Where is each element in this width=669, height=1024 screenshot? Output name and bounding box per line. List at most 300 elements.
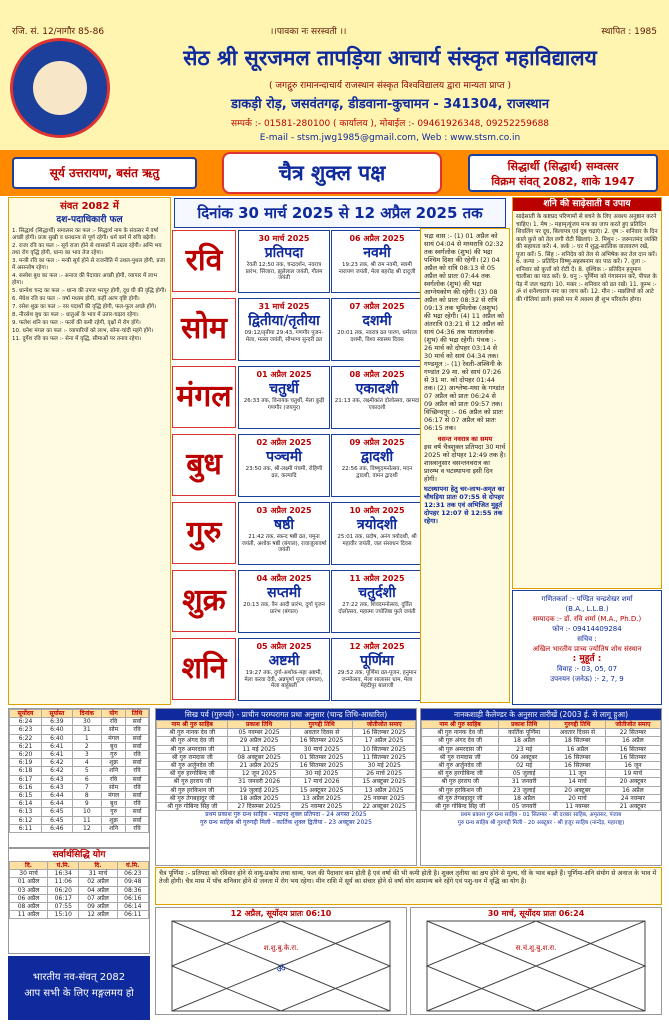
tithi-desc: 21:42 तक, स्कन्द षष्ठी व्रत, यमुना जयंती, अशोक षष्ठी (बंगाल), रावाजुलावर्षा जयंती bbox=[241, 534, 327, 553]
table-cell: 31 bbox=[72, 726, 101, 734]
table-cell: श्री गुरु रामदास जी bbox=[422, 753, 499, 761]
tithi-cell bbox=[331, 366, 423, 429]
table-cell: 06:20 bbox=[48, 886, 79, 894]
table-row bbox=[10, 878, 149, 886]
table-cell: श्री गुरु तेगबहादुर जी bbox=[422, 794, 499, 802]
address: डाकड़ी रोड़, जसवंतगढ़, डीडवाना-कुचामन - 341304, राजस्थान bbox=[230, 97, 550, 112]
table-cell: 02 अप्रैल bbox=[79, 878, 117, 886]
table-cell: मंगल bbox=[102, 792, 126, 800]
table-cell: 6:41 bbox=[42, 742, 73, 750]
table-cell: 16 जून bbox=[605, 762, 660, 770]
editor: सम्पादक :- डॉ. रवि शर्मा (M.A., Ph.D.) bbox=[532, 615, 642, 623]
tithi-name: नवमी bbox=[363, 245, 391, 261]
table-cell: 30 मई 2025 bbox=[290, 770, 353, 778]
table-cell: श्री गुरु अमरदास जी bbox=[157, 745, 228, 753]
table-cell: शनि bbox=[102, 824, 126, 832]
table-cell: 9 bbox=[72, 800, 101, 808]
table-cell: 06:14 bbox=[117, 903, 148, 911]
table-row bbox=[157, 803, 416, 811]
table-cell: 16 अप्रैल bbox=[605, 786, 660, 794]
table-cell: 15 अक्टूबर 2025 bbox=[290, 786, 353, 794]
tithi-cell bbox=[238, 434, 330, 497]
table-cell: 10 सितम्बर 2025 bbox=[353, 745, 416, 753]
institute: अखिल भारतीय प्राच्य ज्योतिष शोध संस्थान bbox=[532, 645, 642, 653]
table-cell: सर्वा bbox=[126, 816, 149, 824]
upanayan: उपनयन (जनेऊ) :- 2, 7, 9 bbox=[550, 675, 624, 683]
table-cell: 06:23 bbox=[117, 870, 148, 878]
table-cell: रवि bbox=[102, 718, 126, 726]
table-cell: 6:40 bbox=[42, 734, 73, 742]
shani-text: साढ़ेसाती के कष्टप्रद परिणामों से बचने के लिए अवश्य अनुष्ठान करने चाहिए। 1. मेष :- महामृत्युंजय मन्त्र का जाप करते हुए प्रतिदिन शिवलिंग पर दूध, बिल्वपत्र एवं दूब चढ़ाएं। 2. वृष :- शनिवार के दिन काले कुत्ते को तेल लगी रोटी खिलाएं। 3. मिथुन :- जरूरतमंद व्यक्ति की सहायता करें। 4. कर्क :- घर में शुद्ध-सात्विक वातावरण रखें, पूजा करें। 5. सिंह :- शनिदेव को तेल से अभिषेक कर तेल दान करें। 6. कन्या :- प्रतिदिन विष्णु-सहस्त्रनाम का पाठ करें। 7. तुला :- शनिवार को कुत्तों को रोटी दें। 8. वृश्चिक :- प्रतिदिन हनुमान चालीसा का पाठ करें। 9. धनु :- पूर्णिमा को गंगास्नान करें, पीपल के पेड़ में जल चढ़ाएं। 10. मकर :- शनिवार को व्रत रखें। 11. कुम्भ :- ॐ शं शनैश्चराय नमः का जाप करें। 12. मीन :- मछलियों को आटे की गोलियां डालें। इससे मन में अवश्य ही शुभ परिवर्तन होगा। bbox=[516, 214, 658, 303]
table-cell: 6:20 bbox=[10, 751, 42, 759]
table-cell: 05 नवम्बर 2025 bbox=[228, 729, 290, 737]
date-range: दिनांक 30 मार्च 2025 से 12 अप्रैल 2025 तक bbox=[174, 198, 506, 228]
college-title: सेठ श्री सूरजमल तापड़िया आचार्य संस्कृत महाविद्यालय bbox=[183, 46, 597, 70]
sun-season: सूर्य उत्तरायण, बसंत ऋतु bbox=[12, 157, 197, 189]
table-row bbox=[10, 792, 149, 800]
table-cell: 6:39 bbox=[42, 718, 73, 726]
table-row bbox=[157, 737, 416, 745]
table-cell: 16 सितम्बर 2025 bbox=[290, 762, 353, 770]
table-cell: 6:12 bbox=[10, 816, 42, 824]
table-cell: 30 bbox=[72, 718, 101, 726]
samvat-para: 7. रसेश शुक्र का फल :- रस पदार्थों की वृद्धि होगी, फल-फूल अच्छे होंगे। bbox=[12, 304, 157, 310]
tithi-name: दशमी bbox=[362, 313, 392, 329]
motto: ।।पावका नः सरस्वती ।। bbox=[270, 27, 347, 37]
table-cell: 08 अप्रैल bbox=[10, 903, 48, 911]
table-row bbox=[10, 734, 149, 742]
day-0: रवि bbox=[172, 230, 236, 292]
paksha-title: चैत्र शुक्ल पक्ष bbox=[222, 152, 442, 194]
table-cell: 18 अप्रैल bbox=[499, 794, 550, 802]
table-cell: 15 अक्टूबर 2025 bbox=[353, 778, 416, 786]
table-cell: 3 bbox=[72, 751, 101, 759]
table-row bbox=[422, 745, 661, 753]
samvat-heading: संवत 2082 में bbox=[60, 201, 119, 212]
table-row bbox=[10, 800, 149, 808]
calc-degree: (B.A., L.L.B.) bbox=[565, 605, 609, 613]
tithi-name: द्वितीया/तृतीया bbox=[248, 313, 320, 329]
table-cell: 6:16 bbox=[10, 783, 42, 791]
table-cell: 6:45 bbox=[42, 816, 73, 824]
table-cell: 24 नवम्बर bbox=[605, 794, 660, 802]
tithi-cell bbox=[331, 230, 423, 293]
table-cell: 6:18 bbox=[10, 767, 42, 775]
table-cell: 09:48 bbox=[117, 878, 148, 886]
table-cell: 16 सितम्बर bbox=[605, 753, 660, 761]
table-cell: 20 मार्च bbox=[550, 794, 606, 802]
kundali-1-om: ॐ bbox=[276, 964, 286, 975]
kundali-12-april bbox=[155, 907, 407, 1015]
table-row bbox=[10, 870, 149, 878]
sikh-traditional-table bbox=[155, 708, 417, 866]
table-header: नाम श्री गुरु साहिब bbox=[157, 721, 228, 729]
table-cell: 16 अप्रैल bbox=[550, 745, 606, 753]
tithi-desc: 26:33 तक, विनायक चतुर्थी, मेला कुड़ी गणगौर (जयपुर) bbox=[243, 398, 325, 411]
tithi-name: पञ्चमी bbox=[266, 449, 302, 465]
table-cell: श्री गुरु हरराय जी bbox=[422, 778, 499, 786]
table-header: प्रकाश तिथि bbox=[228, 721, 290, 729]
table-cell: रवि bbox=[126, 783, 149, 791]
table-row bbox=[10, 824, 149, 832]
table-row bbox=[10, 911, 149, 919]
table-cell: 29 अप्रैल 2025 bbox=[228, 737, 290, 745]
table-cell: शुक्र bbox=[102, 816, 126, 824]
table-cell: श्री गुरु गोबिन्द सिंह जी bbox=[157, 803, 228, 811]
table-cell: 7 bbox=[72, 783, 101, 791]
table-cell: रवि bbox=[126, 800, 149, 808]
vasant-heading: वसन्त नवरात्र का समय bbox=[437, 435, 493, 443]
table-cell: सोम bbox=[102, 783, 126, 791]
purnima-note: चैत्र पूर्णिमा :- प्रतिपदा को रविवार होने से वायु-प्रकोप तथा धान्य, फल की पैदावार कम होती है एवं वर्षा की भी कमी होती है। शुक्ल तृतीया का क्षय होने से मूल्य, घी के भाव बढ़ते हैं। पूर्णिमा-शनि संयोग से अनाज के भाव में तेजी होगी। चैत्र मास में पाँच शनिवार होने से जनता में रोग भय रहेगा। मीन राशि में सूर्य का संचार होने से वर्षा योग सामान्य बने रहेंगे एवं पशु-धन में वृद्धि का योग है। bbox=[155, 867, 662, 905]
table-cell: 16 सितम्बर bbox=[550, 762, 606, 770]
tithi-date: 12 अप्रैल 2025 bbox=[349, 642, 405, 651]
table-row bbox=[157, 753, 416, 761]
table-row bbox=[10, 775, 149, 783]
table-cell: 2 bbox=[72, 742, 101, 750]
table-cell: 31 जनवरी bbox=[499, 778, 550, 786]
bhadra-text: भद्रा वास :- (1) 01 अप्रैल को सायं 04:04 से मध्यरात्रि 02:32 तक स्वर्गलोक (शुभ) की भद्रा पश्चिम दिशा की रहेगी। (2) 04 अप्रैल को रात्रि 08:13 से 05 अप्रैल को प्रातः 07:44 तक स्वर्गलोक (शुभ) की भद्रा आग्नेयकोण की रहेगी। (3) 08 अप्रैल को प्रातः 08:32 से रात्रि 09:13 तक भूमिलोक (अशुभ) की भद्रा रहेगी। (4) 11 अप्रैल को अंतरात्रि 03:21 से 12 अप्रैल को सायं 04:36 तक पाताललोक (शुभ) की भद्रा रहेगी। पंचक :- 26 मार्च को दोपहर 03:14 से 30 मार्च को सायं 04:34 तक। गण्डमूल :- (1) रेवती-अश्विनी के गण्डांत 29 मा. को सायं 07:26 से 31 मा. को दोपहर 01:44 तक। (2) आश्लेषा-मघा के गण्डांत 07 अप्रैल को प्रातः 06:24 से 09 अप्रैल को प्रातः 09:57 तक। विच्छिन्दपुर :- 06 अप्रैल को प्रातः 06:17 से 07 अप्रैल को प्रातः 06:15 तक। bbox=[424, 232, 505, 432]
table-row bbox=[157, 786, 416, 794]
table-header: दि. bbox=[10, 862, 48, 870]
table-cell: 04 अप्रैल bbox=[79, 886, 117, 894]
table-row bbox=[422, 794, 661, 802]
kundali-2-chart bbox=[426, 920, 646, 1012]
tithi-date: 08 अप्रैल 2025 bbox=[349, 370, 405, 379]
table-cell: 4 bbox=[72, 759, 101, 767]
table-row bbox=[157, 729, 416, 737]
table-cell: 30 मार्च 2025 bbox=[290, 745, 353, 753]
table-header: सूर्यास्त bbox=[42, 710, 73, 718]
table-cell: सर्वा bbox=[126, 775, 149, 783]
table-row bbox=[422, 778, 661, 786]
table-cell: रवि bbox=[102, 775, 126, 783]
shani-heading: शनि की साढ़ेसाती व उपाय bbox=[513, 198, 661, 211]
table-cell: 6:17 bbox=[10, 775, 42, 783]
table-cell: 21 अप्रैल 2025 bbox=[228, 762, 290, 770]
table-header: तिथि bbox=[126, 710, 149, 718]
table-cell: शनि bbox=[102, 767, 126, 775]
table-header: दिनांक bbox=[72, 710, 101, 718]
table-row bbox=[10, 886, 149, 894]
table-cell: रवि bbox=[126, 767, 149, 775]
sarvarthasiddhi-yog bbox=[8, 848, 150, 954]
table-cell: श्री गुरु अमरदास जी bbox=[422, 745, 499, 753]
table-cell: 08 अक्टूबर 2025 bbox=[228, 753, 290, 761]
table-header: गुरगद्दी तिथि bbox=[550, 721, 606, 729]
tithi-desc: रेवती 12:50 तक, चन्द्रदर्शन, नवरात्र प्रारंभ, सिंजारा, झूलेलाल जयंती, गौतम जयंती bbox=[245, 262, 323, 281]
registration-number: रजि. सं. 12/नागौर 85-86 bbox=[12, 27, 105, 37]
nanak-table-title: नानकशाही कैलेण्डर के अनुसार तारीखें (2003 ई. से लागू हुआ) bbox=[421, 709, 661, 720]
tithi-date: 03 अप्रैल 2025 bbox=[256, 506, 312, 515]
table-cell: 11 सितम्बर 2025 bbox=[353, 753, 416, 761]
table-cell: श्री गुरु तेगबहादुर जी bbox=[157, 794, 228, 802]
table-cell: 09 अप्रैल bbox=[79, 903, 117, 911]
table-cell: 6:42 bbox=[42, 767, 73, 775]
table-cell: 17 मार्च 2026 bbox=[290, 778, 353, 786]
samvat-para: 11. दुर्गेश रवि का फल :- सेना में वृद्धि, सीमाओं पर तनाव रहेगा। bbox=[12, 336, 142, 342]
samvat-para: 8. नीरसेश बुध का फल :- धातुओं के भाव में उतार-चढ़ाव रहेगा। bbox=[12, 312, 139, 318]
table-row bbox=[422, 762, 661, 770]
table-cell: सर्वा bbox=[126, 742, 149, 750]
table-row bbox=[10, 894, 149, 902]
table-cell: 11 नवम्बर bbox=[550, 803, 606, 811]
table-header: घं.मि. bbox=[117, 862, 148, 870]
table-cell: अवतार दिवस से bbox=[550, 729, 606, 737]
vasant-text: इस वर्ष चैत्रशुक्ल प्रतिपदा 30 मार्च 2025 को दोपहर 12:49 तक है। शास्त्रानुसार वसन्तनवरात्र का प्रारम्भ व घटस्थापना इसी दिन होगी। bbox=[424, 443, 506, 483]
table-row bbox=[157, 794, 416, 802]
table-row bbox=[157, 778, 416, 786]
table-row bbox=[10, 726, 149, 734]
samvat-para: 1. सिद्धार्थ (सिद्धार्थी) सम्वत्सर का फल :- सिद्धार्थ नाम के संवत्सर में वर्षा अच्छी होगी। प्रजा सुखी व धनधान्य से पूर्ण रहेगी। धर्म कर्म में रुचि बढ़ेगी। bbox=[12, 228, 159, 241]
tithi-date: 01 अप्रैल 2025 bbox=[256, 370, 312, 379]
sunrise-table bbox=[8, 708, 150, 848]
table-header: जोतीजोत समाए bbox=[353, 721, 416, 729]
samvat-results bbox=[8, 197, 171, 705]
table-cell: 26 मार्च 2025 bbox=[353, 770, 416, 778]
table-cell: 6:45 bbox=[42, 808, 73, 816]
table-header: घं.मि. bbox=[48, 862, 79, 870]
secretary: सचिव : bbox=[577, 635, 597, 643]
table-cell: 14 मार्च bbox=[550, 778, 606, 786]
table-row bbox=[422, 770, 661, 778]
tithi-date: 07 अप्रैल 2025 bbox=[349, 302, 405, 311]
editor-box bbox=[512, 590, 662, 705]
samvat-para: 4. सस्येश बुध का फल :- अनाज की पैदावार अच्छी होगी, व्यापार में लाभ होगा। bbox=[12, 273, 158, 286]
table-cell: 27 दिसम्बर 2025 bbox=[228, 803, 290, 811]
table-cell: 16 अप्रैल bbox=[605, 737, 660, 745]
tithi-date: 11 अप्रैल 2025 bbox=[349, 574, 405, 583]
tithi-cell bbox=[331, 570, 423, 633]
table-cell: 01 सितम्बर 2025 bbox=[290, 753, 353, 761]
nanakshahi-table bbox=[420, 708, 662, 866]
table-cell: 19 मार्च bbox=[605, 770, 660, 778]
table-cell: 03 अप्रैल bbox=[10, 886, 48, 894]
table-row bbox=[10, 903, 149, 911]
table-cell: श्री गुरु हरकिशन जी bbox=[422, 786, 499, 794]
table-cell: 5 bbox=[72, 767, 101, 775]
tithi-name: षष्ठी bbox=[274, 517, 294, 533]
tithi-cell bbox=[331, 434, 423, 497]
table-cell: 6:14 bbox=[10, 800, 42, 808]
table-cell: शुक्र bbox=[102, 759, 126, 767]
table-cell: 11 जून bbox=[550, 770, 606, 778]
table-cell: 6:43 bbox=[42, 783, 73, 791]
table-header: नाम श्री गुरु साहिब bbox=[422, 721, 499, 729]
table-cell: 11 मई 2025 bbox=[228, 745, 290, 753]
table-row bbox=[422, 729, 661, 737]
table-cell: 20 अक्टूबर bbox=[605, 778, 660, 786]
table-cell: 16 सितम्बर bbox=[550, 753, 606, 761]
table-cell: 06:16 bbox=[117, 894, 148, 902]
day-5: शुक्र bbox=[172, 570, 236, 632]
tithi-desc: 20:01 तक, नवरात्र व्रत पारण, धर्मराज दशमी, विश्व स्वास्थ्य दिवस bbox=[337, 330, 417, 343]
table-cell: कार्तिक पूर्णिमा bbox=[499, 729, 550, 737]
table-cell: 25 नवम्बर 2025 bbox=[353, 794, 416, 802]
table-cell: 25 नवम्बर 2025 bbox=[290, 803, 353, 811]
tithi-desc: 23:50 तक, श्री-लक्ष्मी पंचमी, रोहिणी व्रत, कल्पादि bbox=[245, 466, 323, 479]
table-cell: 6:44 bbox=[42, 792, 73, 800]
samvat-para: 5. धान्येश चन्द्र का फल :- धान्य की उपज भरपूर होगी, दूध घी की वृद्धि होगी। bbox=[12, 288, 167, 294]
table-cell: 6:41 bbox=[42, 751, 73, 759]
table-row bbox=[10, 759, 149, 767]
table-row bbox=[10, 808, 149, 816]
table-cell: 30 मार्च bbox=[10, 870, 48, 878]
table-header: गुरगद्दी तिथि bbox=[290, 721, 353, 729]
tithi-desc: 09:12/तृतीया 29:43, गणगौर पूजन-मेला, मत्स्य जयंती, सौभाग्य सुन्दरी व्रत bbox=[244, 330, 324, 343]
table-cell: 18 अप्रैल bbox=[499, 737, 550, 745]
table-row bbox=[10, 783, 149, 791]
table-cell: श्री गुरु रामदास जी bbox=[157, 753, 228, 761]
table-cell: श्री गुरु अर्जुनदेव जी bbox=[422, 762, 499, 770]
guru-foot-1: प्रथम प्रकाश गुरु ग्रन्थ साहिब - भाद्रपद शुक्ल प्रतिपदा - 24 अगस्त 2025 bbox=[205, 811, 367, 819]
table-cell: 6:40 bbox=[42, 726, 73, 734]
tithi-cell bbox=[331, 298, 423, 361]
kundali-2-planets: स.चं.शु.बु.श.रा. bbox=[515, 944, 557, 952]
table-cell: बुध bbox=[102, 742, 126, 750]
table-cell: 06:17 bbox=[48, 894, 79, 902]
tithi-date: 09 अप्रैल 2025 bbox=[349, 438, 405, 447]
tithi-desc: 19:23 तक, श्री राम नवमी, स्वामी नारायण जयंती, मेला बहरोड़ श्री दादूजी bbox=[338, 262, 416, 275]
table-cell: श्री गुरु अंगद देव जी bbox=[422, 737, 499, 745]
table-cell: श्री गुरु हरराय जी bbox=[157, 778, 228, 786]
table-cell: 6:15 bbox=[10, 792, 42, 800]
table-cell: मंगल bbox=[102, 734, 126, 742]
college-logo bbox=[10, 38, 110, 138]
table-cell: सोम bbox=[102, 726, 126, 734]
table-cell: 07:55 bbox=[48, 903, 79, 911]
table-cell: 6:46 bbox=[42, 824, 73, 832]
table-cell: 07 अप्रैल bbox=[79, 894, 117, 902]
greeting-line-2: आप सभी के लिए मङ्गलमय हो bbox=[24, 988, 134, 999]
day-4: गुरु bbox=[172, 502, 236, 564]
table-cell: 16 सितम्बर 2025 bbox=[353, 729, 416, 737]
table-cell: श्री गुरु हरकिशन जी bbox=[157, 786, 228, 794]
table-cell: श्री गुरु अंगद देव जी bbox=[157, 737, 228, 745]
table-cell: 05 जनवरी bbox=[499, 803, 550, 811]
phone: फोन :- 09414409284 bbox=[552, 625, 622, 633]
table-cell: 6:24 bbox=[10, 718, 42, 726]
table-cell: सर्वा bbox=[126, 808, 149, 816]
tithi-cell bbox=[238, 570, 330, 633]
tithi-name: अष्टमी bbox=[268, 653, 300, 669]
table-cell: 12 अप्रैल bbox=[79, 911, 117, 919]
shani-remedies bbox=[512, 197, 662, 589]
tithi-name: सप्तमी bbox=[267, 585, 301, 601]
table-cell: 6:23 bbox=[10, 726, 42, 734]
affiliation: ( जगद्गुरु रामानन्दाचार्य राजस्थान संस्कृत विश्वविद्यालय द्वारा मान्यता प्राप्त ) bbox=[268, 81, 512, 91]
saraswati-emblem-icon bbox=[33, 61, 87, 115]
table-cell: 02 मई bbox=[499, 762, 550, 770]
samvat-box bbox=[468, 154, 658, 192]
nanak-foot-1: प्रथम प्रकाश गुरु ग्रन्थ साहिब - 01 सितम्बर - श्री दरबार साहिब, अमृतसर, पंजाब bbox=[460, 812, 622, 819]
table-cell: रवि bbox=[126, 726, 149, 734]
table-row bbox=[157, 770, 416, 778]
table-cell: रवि bbox=[126, 824, 149, 832]
table-cell: 6:44 bbox=[42, 800, 73, 808]
muhurt-heading: : मुहूर्त : bbox=[572, 654, 602, 664]
tithi-name: चतुर्दशी bbox=[358, 585, 396, 601]
table-cell: रवि bbox=[126, 751, 149, 759]
table-cell: 23 जुलाई bbox=[499, 786, 550, 794]
email-web: E-mail - stsm.jwg1985@gmail.com, Web : www.stsm.co.in bbox=[259, 133, 521, 143]
table-header: जोतीजोत समाए bbox=[605, 721, 660, 729]
tithi-cell bbox=[331, 638, 423, 701]
table-cell: 23 मई bbox=[499, 745, 550, 753]
tithi-name: चतुर्थी bbox=[269, 381, 299, 397]
table-cell: 06 अप्रैल bbox=[10, 894, 48, 902]
tithi-desc: 22:56 तक, विष्णुदमनोत्सव, मदन द्वादशी, वामन द्वादशी bbox=[341, 466, 413, 479]
calculator: गणितकर्ता :- पण्डित चन्द्रशेखर शर्मा bbox=[541, 595, 633, 603]
tithi-cell bbox=[238, 298, 330, 361]
table-cell: 06:11 bbox=[117, 911, 148, 919]
table-cell: 6:42 bbox=[42, 759, 73, 767]
tithi-desc: 27:22 तक, शिवदमनोत्सव, दुर्वित दोलोत्सव, महात्मा ज्योतिबा फुले जयंती bbox=[338, 602, 416, 615]
table-cell: 13 अप्रैल 2025 bbox=[353, 786, 416, 794]
day-2: मंगल bbox=[172, 366, 236, 428]
table-cell: 31 जनवरी 2026 bbox=[228, 778, 290, 786]
table-row bbox=[422, 803, 661, 811]
tithi-date: 05 अप्रैल 2025 bbox=[256, 642, 312, 651]
samvat-para: 6. मेघेश रवि का फल :- वर्षा मध्यम होगी, कहीं अल्प वृष्टि होगी। bbox=[12, 296, 140, 302]
tithi-cell bbox=[238, 502, 330, 565]
table-cell: गुरु bbox=[102, 808, 126, 816]
table-cell: श्री गुरु गोबिन्द सिंह जी bbox=[422, 803, 499, 811]
guru-foot-2: गुरु ग्रन्थ साहिब श्री गुरुगद्दी मिली - कार्तिक शुक्ल द्वितीया - 23 अक्टूबर 2025 bbox=[200, 819, 372, 827]
table-cell: 6:11 bbox=[10, 824, 42, 832]
table-cell: 15:10 bbox=[48, 911, 79, 919]
kundali-1-planets: श.शु.बु.के.रा. bbox=[263, 944, 299, 952]
table-cell: सर्वा bbox=[126, 734, 149, 742]
bhadra-notes bbox=[420, 228, 510, 703]
table-cell: 6:13 bbox=[10, 808, 42, 816]
table-cell: अवतार दिवस से bbox=[290, 729, 353, 737]
table-cell: 01 अप्रैल bbox=[10, 878, 48, 886]
table-cell: 13 अप्रैल 2025 bbox=[290, 794, 353, 802]
table-row bbox=[10, 816, 149, 824]
kundali-2-heading: 30 मार्च, सूर्योदय प्रातः 06:24 bbox=[487, 909, 585, 918]
table-cell: 19 जुलाई 2025 bbox=[228, 786, 290, 794]
table-cell: श्री गुरु नानक देव जी bbox=[157, 729, 228, 737]
table-cell: 6:43 bbox=[42, 775, 73, 783]
table-header: सूर्योदय bbox=[10, 710, 42, 718]
tithi-desc: 21:13 तक, लक्ष्मीकांत दोलोत्सव, कामदा एकादशी bbox=[334, 398, 420, 411]
tithi-desc: 29:52 तक, पूर्णिमा व्रत-पूजन, हनुमान जन्मोत्सव, मेला सालासर धाम, मेला मेहंदीपुर बालाजी bbox=[337, 670, 417, 689]
greeting-line-1: भारतीय नव-संवत् 2082 bbox=[32, 972, 126, 983]
table-cell: 22 अक्टूबर 2025 bbox=[353, 803, 416, 811]
table-cell: 30 मई 2025 bbox=[353, 762, 416, 770]
tithi-date: 30 मार्च 2025 bbox=[258, 234, 310, 243]
table-row bbox=[10, 767, 149, 775]
table-cell: 16 सितम्बर bbox=[605, 745, 660, 753]
tithi-cell bbox=[238, 366, 330, 429]
table-row bbox=[10, 718, 149, 726]
kundali-30-march bbox=[410, 907, 662, 1015]
table-cell: 17 अप्रैल 2025 bbox=[353, 737, 416, 745]
table-cell: 31 मार्च bbox=[79, 870, 117, 878]
table-header: दि. bbox=[79, 862, 117, 870]
tithi-name: पूर्णिमा bbox=[360, 653, 394, 669]
sarva-heading: सर्वार्थसिद्धि योग bbox=[52, 850, 106, 860]
tithi-name: त्रयोदशी bbox=[356, 517, 398, 533]
tithi-date: 31 मार्च 2025 bbox=[258, 302, 310, 311]
day-6: शनि bbox=[172, 638, 236, 700]
table-header: योग bbox=[102, 710, 126, 718]
table-cell: 11 अप्रैल bbox=[10, 911, 48, 919]
table-cell: 05 जुलाई bbox=[499, 770, 550, 778]
tithi-cell bbox=[238, 230, 330, 293]
tithi-name: प्रतिपदा bbox=[264, 245, 304, 261]
